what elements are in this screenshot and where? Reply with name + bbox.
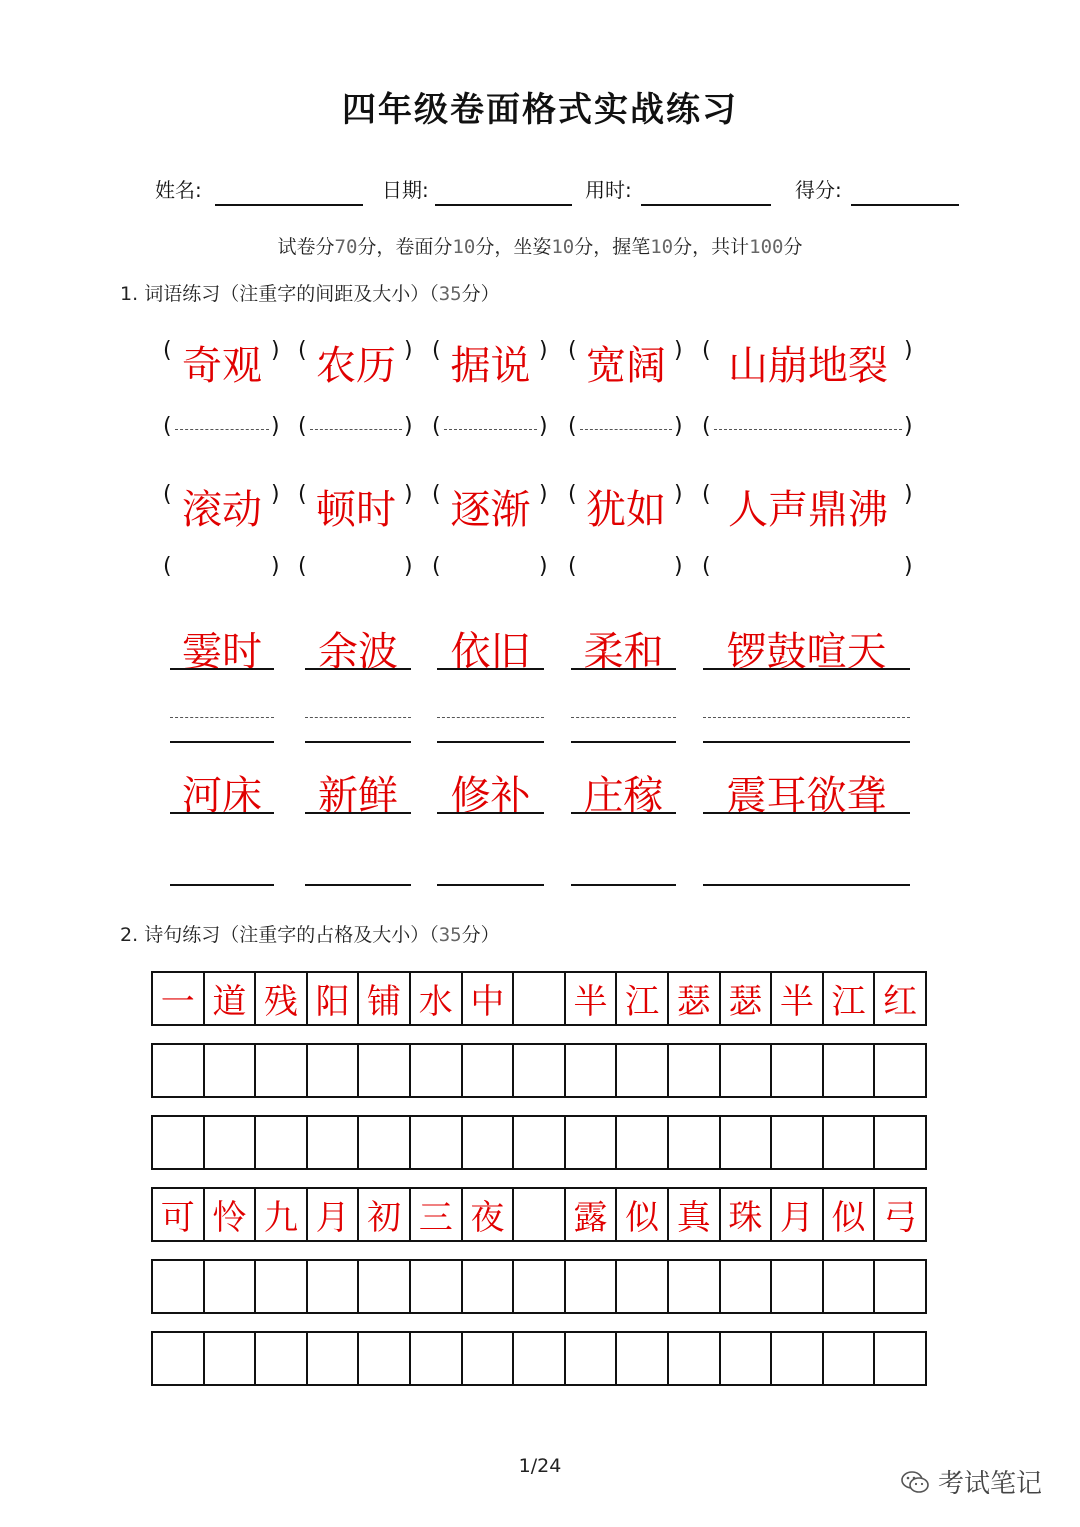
answer-line[interactable] xyxy=(571,741,676,743)
poem-row-poem1 xyxy=(151,971,927,1026)
word-underline xyxy=(703,668,910,670)
poem-cell xyxy=(514,1189,566,1240)
paren-open: ( xyxy=(163,482,172,507)
word-row-4 xyxy=(0,764,1080,894)
answer-dotted-line[interactable] xyxy=(714,429,902,430)
poem-cell: 真 xyxy=(669,1189,721,1240)
poem-cell: 中 xyxy=(463,973,515,1024)
writing-cell[interactable] xyxy=(875,1261,927,1312)
word-row-3 xyxy=(0,620,1080,760)
writing-cell[interactable] xyxy=(463,1045,515,1096)
writing-cell[interactable] xyxy=(669,1045,721,1096)
date-label: 日期: xyxy=(382,178,429,202)
writing-cell[interactable] xyxy=(617,1045,669,1096)
name-label: 姓名: xyxy=(155,178,202,202)
paren-close: ) xyxy=(904,414,913,439)
poem-cell: 阳 xyxy=(308,973,360,1024)
answer-dotted-line[interactable] xyxy=(444,429,537,430)
paren-open: ( xyxy=(163,338,172,363)
answer-blank[interactable] xyxy=(714,550,902,580)
poem-cell: 一 xyxy=(153,973,205,1024)
underlined-word-2: 余波 xyxy=(318,629,398,675)
paren-open: ( xyxy=(298,338,307,363)
paren-open: ( xyxy=(432,554,441,579)
writing-cell[interactable] xyxy=(514,1333,566,1384)
writing-cell[interactable] xyxy=(824,1333,876,1384)
writing-cell[interactable] xyxy=(359,1261,411,1312)
poem-cell: 夜 xyxy=(463,1189,515,1240)
writing-cell[interactable] xyxy=(875,1333,927,1384)
word-underline xyxy=(170,812,274,814)
underlined-word-1: 霎时 xyxy=(182,629,262,675)
paren-open: ( xyxy=(298,554,307,579)
answer-row-1 xyxy=(0,410,1080,450)
underlined-word-1: 河床 xyxy=(182,773,262,819)
paren-close: ) xyxy=(271,554,280,579)
writing-cell[interactable] xyxy=(669,1261,721,1312)
word-row-1 xyxy=(0,334,1080,394)
poem-cell: 三 xyxy=(411,1189,463,1240)
writing-cell[interactable] xyxy=(308,1333,360,1384)
answer-dotted-line[interactable] xyxy=(703,717,910,718)
poem-cell: 铺 xyxy=(359,973,411,1024)
word-underline xyxy=(305,812,411,814)
paren-close: ) xyxy=(539,414,548,439)
writing-cell[interactable] xyxy=(721,1261,773,1312)
poem-cell: 江 xyxy=(617,973,669,1024)
writing-cell[interactable] xyxy=(256,1045,308,1096)
watermark-text: 考试笔记 xyxy=(938,1469,1043,1499)
writing-cell[interactable] xyxy=(411,1261,463,1312)
answer-row-2 xyxy=(0,550,1080,590)
paren-open: ( xyxy=(702,554,711,579)
poem-cell: 半 xyxy=(566,973,618,1024)
paren-close: ) xyxy=(674,482,683,507)
paren-close: ) xyxy=(904,482,913,507)
writing-cell[interactable] xyxy=(566,1045,618,1096)
underlined-word-5: 锣鼓喧天 xyxy=(726,629,887,675)
paren-close: ) xyxy=(271,338,280,363)
writing-cell[interactable] xyxy=(772,1261,824,1312)
answer-dotted-line[interactable] xyxy=(580,429,672,430)
writing-cell[interactable] xyxy=(205,1333,257,1384)
poem-cell: 红 xyxy=(875,973,927,1024)
poem-cell: 似 xyxy=(824,1189,876,1240)
paren-open: ( xyxy=(432,338,441,363)
writing-cell[interactable] xyxy=(566,1333,618,1384)
answer-dotted-line[interactable] xyxy=(437,717,544,718)
answer-dotted-line[interactable] xyxy=(170,717,274,718)
writing-cell[interactable] xyxy=(153,1261,205,1312)
paren-open: ( xyxy=(568,554,577,579)
writing-cell[interactable] xyxy=(617,1261,669,1312)
paren-open: ( xyxy=(163,414,172,439)
writing-cell[interactable] xyxy=(256,1333,308,1384)
poem-row-poem2 xyxy=(151,1187,927,1242)
answer-blank[interactable] xyxy=(175,550,269,580)
paren-open: ( xyxy=(432,482,441,507)
writing-cell[interactable] xyxy=(308,1045,360,1096)
answer-dotted-line[interactable] xyxy=(310,429,402,430)
poem-cell: 江 xyxy=(824,973,876,1024)
paren-close: ) xyxy=(539,554,548,579)
poem-cell: 露 xyxy=(566,1189,618,1240)
answer-line[interactable] xyxy=(305,741,411,743)
paren-open: ( xyxy=(568,338,577,363)
paren-close: ) xyxy=(674,554,683,579)
answer-dotted-line[interactable] xyxy=(305,717,411,718)
word-3: 逐渐 xyxy=(450,487,531,533)
writing-cell[interactable] xyxy=(359,1045,411,1096)
answer-line[interactable] xyxy=(170,884,274,886)
word-4: 宽阔 xyxy=(586,343,666,389)
writing-cell[interactable] xyxy=(463,1261,515,1312)
paren-close: ) xyxy=(539,482,548,507)
word-1: 滚动 xyxy=(182,487,262,533)
answer-line[interactable] xyxy=(437,884,544,886)
paren-open: ( xyxy=(568,482,577,507)
poem-cell: 月 xyxy=(308,1189,360,1240)
word-2: 顿时 xyxy=(316,487,396,533)
writing-cell[interactable] xyxy=(153,1117,205,1168)
writing-cell[interactable] xyxy=(824,1117,876,1168)
section-2-heading: 2. 诗句练习（注重字的占格及大小）（35分） xyxy=(120,924,500,946)
paren-close: ) xyxy=(404,482,413,507)
writing-cell[interactable] xyxy=(721,1045,773,1096)
writing-cell[interactable] xyxy=(256,1261,308,1312)
poem-cell: 九 xyxy=(256,1189,308,1240)
answer-blank[interactable] xyxy=(310,550,402,580)
poem-cell: 弓 xyxy=(875,1189,927,1240)
date-field-line[interactable] xyxy=(435,204,572,206)
wechat-icon xyxy=(900,1469,930,1495)
paren-open: ( xyxy=(298,414,307,439)
answer-line[interactable] xyxy=(703,884,910,886)
time-label: 用时: xyxy=(585,178,632,202)
writing-cell[interactable] xyxy=(463,1333,515,1384)
score-field-line[interactable] xyxy=(851,204,959,206)
paren-close: ) xyxy=(404,414,413,439)
writing-cell[interactable] xyxy=(669,1333,721,1384)
poem-cell: 珠 xyxy=(721,1189,773,1240)
paren-open: ( xyxy=(702,338,711,363)
paren-close: ) xyxy=(271,414,280,439)
writing-cell[interactable] xyxy=(463,1117,515,1168)
poem-cell: 半 xyxy=(772,973,824,1024)
writing-cell[interactable] xyxy=(875,1045,927,1096)
poem-cell: 水 xyxy=(411,973,463,1024)
paren-open: ( xyxy=(568,414,577,439)
writing-cell[interactable] xyxy=(875,1117,927,1168)
writing-cell[interactable] xyxy=(617,1333,669,1384)
section-1-heading: 1. 词语练习（注重字的间距及大小）（35分） xyxy=(120,283,500,305)
answer-line[interactable] xyxy=(703,741,910,743)
poem-cell: 初 xyxy=(359,1189,411,1240)
word-underline xyxy=(305,668,411,670)
writing-cell[interactable] xyxy=(566,1261,618,1312)
paren-close: ) xyxy=(674,338,683,363)
answer-dotted-line[interactable] xyxy=(175,429,269,430)
word-underline xyxy=(437,668,544,670)
paren-close: ) xyxy=(404,554,413,579)
poem-cell: 可 xyxy=(153,1189,205,1240)
writing-cell[interactable] xyxy=(721,1117,773,1168)
writing-cell[interactable] xyxy=(205,1117,257,1168)
word-underline xyxy=(703,812,910,814)
answer-line[interactable] xyxy=(437,741,544,743)
word-3: 据说 xyxy=(450,343,531,389)
writing-cell[interactable] xyxy=(514,1261,566,1312)
blank-grid-row xyxy=(151,1259,927,1314)
poem-cell: 瑟 xyxy=(669,973,721,1024)
writing-cell[interactable] xyxy=(824,1045,876,1096)
writing-cell[interactable] xyxy=(153,1333,205,1384)
paren-open: ( xyxy=(702,482,711,507)
writing-cell[interactable] xyxy=(721,1333,773,1384)
writing-cell[interactable] xyxy=(824,1261,876,1312)
writing-cell[interactable] xyxy=(205,1261,257,1312)
poem-cell: 似 xyxy=(617,1189,669,1240)
writing-cell[interactable] xyxy=(772,1333,824,1384)
paren-close: ) xyxy=(271,482,280,507)
answer-line[interactable] xyxy=(305,884,411,886)
answer-line[interactable] xyxy=(571,884,676,886)
writing-cell[interactable] xyxy=(205,1045,257,1096)
writing-cell[interactable] xyxy=(772,1117,824,1168)
writing-cell[interactable] xyxy=(411,1045,463,1096)
word-1: 奇观 xyxy=(182,343,262,389)
word-underline xyxy=(437,812,544,814)
paren-open: ( xyxy=(298,482,307,507)
writing-cell[interactable] xyxy=(359,1333,411,1384)
blank-grid-row xyxy=(151,1115,927,1170)
poem-cell: 道 xyxy=(205,973,257,1024)
paren-close: ) xyxy=(904,554,913,579)
word-underline xyxy=(571,812,676,814)
poem-cell xyxy=(514,973,566,1024)
page-number: 1/24 xyxy=(518,1455,562,1477)
writing-cell[interactable] xyxy=(772,1045,824,1096)
paren-open: ( xyxy=(163,554,172,579)
paren-close: ) xyxy=(674,414,683,439)
word-5: 人声鼎沸 xyxy=(728,487,888,533)
underlined-word-3: 修补 xyxy=(450,773,531,819)
word-underline xyxy=(170,668,274,670)
paren-close: ) xyxy=(904,338,913,363)
poem-cell: 瑟 xyxy=(721,973,773,1024)
paren-open: ( xyxy=(432,414,441,439)
writing-cell[interactable] xyxy=(308,1261,360,1312)
writing-cell[interactable] xyxy=(514,1117,566,1168)
poem-cell: 残 xyxy=(256,973,308,1024)
word-5: 山崩地裂 xyxy=(728,343,888,389)
blank-grid-row xyxy=(151,1331,927,1386)
answer-blank[interactable] xyxy=(444,550,537,580)
writing-cell[interactable] xyxy=(669,1117,721,1168)
score-label: 得分: xyxy=(795,178,842,202)
word-2: 农历 xyxy=(316,343,396,389)
word-row-2 xyxy=(0,478,1080,538)
underlined-word-3: 依旧 xyxy=(450,629,531,675)
writing-cell[interactable] xyxy=(411,1117,463,1168)
word-underline xyxy=(571,668,676,670)
poem-cell: 怜 xyxy=(205,1189,257,1240)
score-note: 试卷分70分，卷面分10分，坐姿10分，握笔10分，共计100分 xyxy=(277,236,803,258)
page-title: 四年级卷面格式实战练习 xyxy=(342,90,738,130)
writing-cell[interactable] xyxy=(566,1117,618,1168)
paren-close: ) xyxy=(539,338,548,363)
writing-cell[interactable] xyxy=(359,1117,411,1168)
watermark xyxy=(900,1463,1042,1500)
writing-cell[interactable] xyxy=(308,1117,360,1168)
underlined-word-2: 新鲜 xyxy=(318,773,398,819)
underlined-word-4: 柔和 xyxy=(583,629,664,675)
poem-cell: 月 xyxy=(772,1189,824,1240)
writing-cell[interactable] xyxy=(153,1045,205,1096)
writing-cell[interactable] xyxy=(617,1117,669,1168)
paren-close: ) xyxy=(404,338,413,363)
name-field-line[interactable] xyxy=(215,204,363,206)
paren-open: ( xyxy=(702,414,711,439)
writing-cell[interactable] xyxy=(514,1045,566,1096)
writing-cell[interactable] xyxy=(411,1333,463,1384)
answer-blank[interactable] xyxy=(580,550,672,580)
underlined-word-4: 庄稼 xyxy=(583,773,664,819)
writing-cell[interactable] xyxy=(256,1117,308,1168)
answer-dotted-line[interactable] xyxy=(571,717,676,718)
time-field-line[interactable] xyxy=(641,204,771,206)
word-4: 犹如 xyxy=(586,487,666,533)
answer-line[interactable] xyxy=(170,741,274,743)
blank-grid-row xyxy=(151,1043,927,1098)
underlined-word-5: 震耳欲聋 xyxy=(726,773,887,819)
